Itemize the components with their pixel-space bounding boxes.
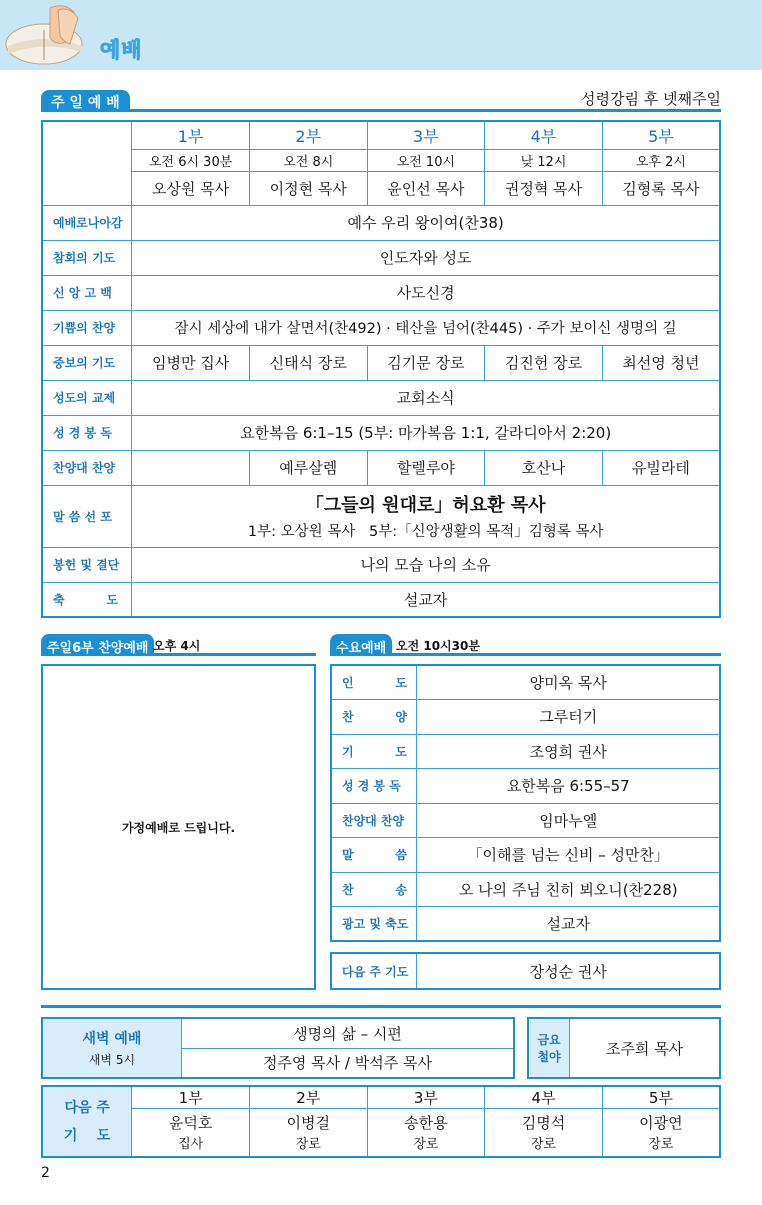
prayer-part: 3부 [367, 1086, 485, 1109]
row-label: 봉헌 및 결단 [42, 547, 132, 582]
next-week-prayer-table [41, 1085, 721, 1158]
row-value: 요한복음 6:1–15 (5부: 마가복음 1:1, 갈라디아서 2:20) [132, 415, 720, 450]
row-label: 찬양대 찬양 [42, 450, 132, 485]
row-value: 설교자 [417, 907, 720, 942]
row-value: 사도신경 [132, 275, 720, 310]
friday-label-2: 철야 [537, 1050, 561, 1064]
page-number: 2 [41, 1165, 50, 1181]
next-week-label-cell [42, 1086, 132, 1157]
sermon-sub: 1부: 오상원 목사 5부:「신앙생활의 목적」김형록 목사 [247, 524, 604, 540]
wednesday-next-prayer-table [330, 952, 721, 990]
choir-song: 호산나 [485, 450, 603, 485]
friday-value: 조주희 목사 [570, 1018, 720, 1078]
corner-cell [42, 121, 132, 205]
dawn-line2: 정주영 목사 / 박석주 목사 [181, 1048, 514, 1078]
praise6-note: 가정예배로 드립니다. [121, 820, 236, 835]
sunday-section-header [41, 90, 721, 112]
row-value: 「이해를 넘는 신비 – 성만찬」 [417, 838, 720, 873]
service-pastor: 윤인선 목사 [367, 171, 485, 205]
prayer-title: 장로 [530, 1137, 557, 1153]
row-label: 말 씀 선 포 [42, 485, 132, 547]
row-label: 신 앙 고 백 [42, 275, 132, 310]
row-label: 성도의 교제 [42, 380, 132, 415]
row-value: 나의 모습 나의 소유 [132, 547, 720, 582]
dawn-line1: 생명의 삶 – 시편 [181, 1018, 514, 1048]
prayer-part: 4부 [485, 1086, 603, 1109]
service-part: 3부 [367, 121, 485, 149]
service-time: 오전 10시 [367, 149, 485, 171]
header-banner [0, 0, 762, 70]
row-label: 성 경 봉 독 [331, 769, 417, 804]
row-label: 찬 양 [331, 700, 417, 735]
dawn-time: 새벽 5시 [88, 1053, 136, 1067]
section-divider [41, 1005, 721, 1008]
row-label: 성 경 봉 독 [42, 415, 132, 450]
row-value: 조영희 권사 [417, 734, 720, 769]
dawn-label-cell [42, 1018, 181, 1078]
service-time: 오전 6시 30분 [132, 149, 250, 171]
sermon-cell [132, 485, 720, 547]
row-label: 예배로나아감 [42, 205, 132, 240]
service-part: 5부 [602, 121, 720, 149]
row-value: 설교자 [132, 582, 720, 617]
friday-service-table [527, 1017, 721, 1079]
prayer-title: 장로 [295, 1137, 321, 1153]
prayer-part: 5부 [602, 1086, 720, 1109]
row-label: 말 씀 [331, 838, 417, 873]
wednesday-service-table [330, 664, 721, 942]
praise6-time: 오후 4시 [153, 639, 201, 653]
row-label: 찬 송 [331, 872, 417, 907]
service-pastor: 권정혁 목사 [485, 171, 603, 205]
row-value: 잠시 세상에 내가 살면서(찬492) · 태산을 넘어(찬445) · 주가 보이신 생명의 길 [132, 310, 720, 345]
intercessor: 김진헌 장로 [485, 345, 603, 380]
intercessor: 김기문 장로 [367, 345, 485, 380]
service-time: 오후 2시 [602, 149, 720, 171]
service-time: 낮 12시 [485, 149, 603, 171]
prayer-person [132, 1109, 250, 1157]
next-week-label-1: 다음 주 [64, 1100, 110, 1117]
wednesday-tab: 수요예배 [330, 634, 392, 656]
prayer-person [485, 1109, 603, 1157]
friday-label-cell [528, 1018, 570, 1078]
service-part: 2부 [249, 121, 367, 149]
row-label: 중보의 기도 [42, 345, 132, 380]
choir-song: 유빌라테 [602, 450, 720, 485]
service-pastor: 김형록 목사 [602, 171, 720, 205]
row-value: 교회소식 [132, 380, 720, 415]
row-value: 그루터기 [417, 700, 720, 735]
service-pastor: 이정현 목사 [249, 171, 367, 205]
dawn-service-table [41, 1017, 515, 1079]
prayer-part: 2부 [249, 1086, 367, 1109]
prayer-name: 송한용 [404, 1114, 448, 1133]
praise6-box [41, 664, 316, 990]
service-part: 1부 [132, 121, 250, 149]
sunday-tab: 주 일 예 배 [41, 90, 130, 112]
row-label: 축 도 [42, 582, 132, 617]
next-prayer-value: 장성순 권사 [417, 953, 720, 989]
wednesday-time: 오전 10시30분 [396, 639, 480, 653]
prayer-person [602, 1109, 720, 1157]
choir-song [132, 450, 250, 485]
next-week-label-2: 기 도 [63, 1128, 111, 1145]
praying-hands-bible-icon [4, 2, 92, 68]
intercessor: 신태식 장로 [249, 345, 367, 380]
next-prayer-label: 다음 주 기도 [331, 953, 417, 989]
prayer-name: 김명석 [521, 1114, 566, 1133]
row-value: 양미옥 목사 [417, 665, 720, 700]
prayer-title: 장로 [413, 1137, 439, 1153]
row-label: 기쁨의 찬양 [42, 310, 132, 345]
prayer-person [367, 1109, 485, 1157]
prayer-part: 1부 [132, 1086, 250, 1109]
sermon-main: 「그들의 원대로」허요환 목사 [305, 495, 546, 516]
friday-label-1: 금요 [537, 1033, 561, 1047]
row-label: 참회의 기도 [42, 240, 132, 275]
sunday-subtitle: 성령강림 후 넷째주일 [581, 90, 721, 108]
row-label: 인 도 [331, 665, 417, 700]
page-title: 예배 [100, 38, 143, 62]
wednesday-section-header [330, 634, 721, 656]
praise6-section-header [41, 634, 316, 656]
intercessor: 임병만 집사 [132, 345, 250, 380]
intercessor: 최선영 청년 [602, 345, 720, 380]
prayer-name: 윤덕호 [168, 1114, 213, 1133]
praise6-tab: 주일6부 찬양예배 [41, 634, 154, 656]
prayer-title: 집사 [178, 1137, 204, 1153]
sunday-service-table [41, 120, 721, 618]
row-label: 기 도 [331, 734, 417, 769]
service-pastor: 오상원 목사 [132, 171, 250, 205]
dawn-label: 새벽 예배 [82, 1031, 142, 1047]
row-label: 찬양대 찬양 [331, 803, 417, 838]
prayer-title: 장로 [648, 1137, 674, 1153]
service-time: 오전 8시 [249, 149, 367, 171]
choir-song: 할렐루야 [367, 450, 485, 485]
row-label: 광고 및 축도 [331, 907, 417, 942]
row-value: 오 나의 주님 친히 뵈오니(찬228) [417, 872, 720, 907]
row-value: 예수 우리 왕이여(찬38) [132, 205, 720, 240]
row-value: 인도자와 성도 [132, 240, 720, 275]
row-value: 요한복음 6:55–57 [417, 769, 720, 804]
choir-song: 예루살렘 [249, 450, 367, 485]
service-part: 4부 [485, 121, 603, 149]
prayer-name: 이광연 [639, 1114, 683, 1133]
prayer-name: 이병걸 [286, 1114, 331, 1133]
row-value: 임마누엘 [417, 803, 720, 838]
prayer-person [249, 1109, 367, 1157]
